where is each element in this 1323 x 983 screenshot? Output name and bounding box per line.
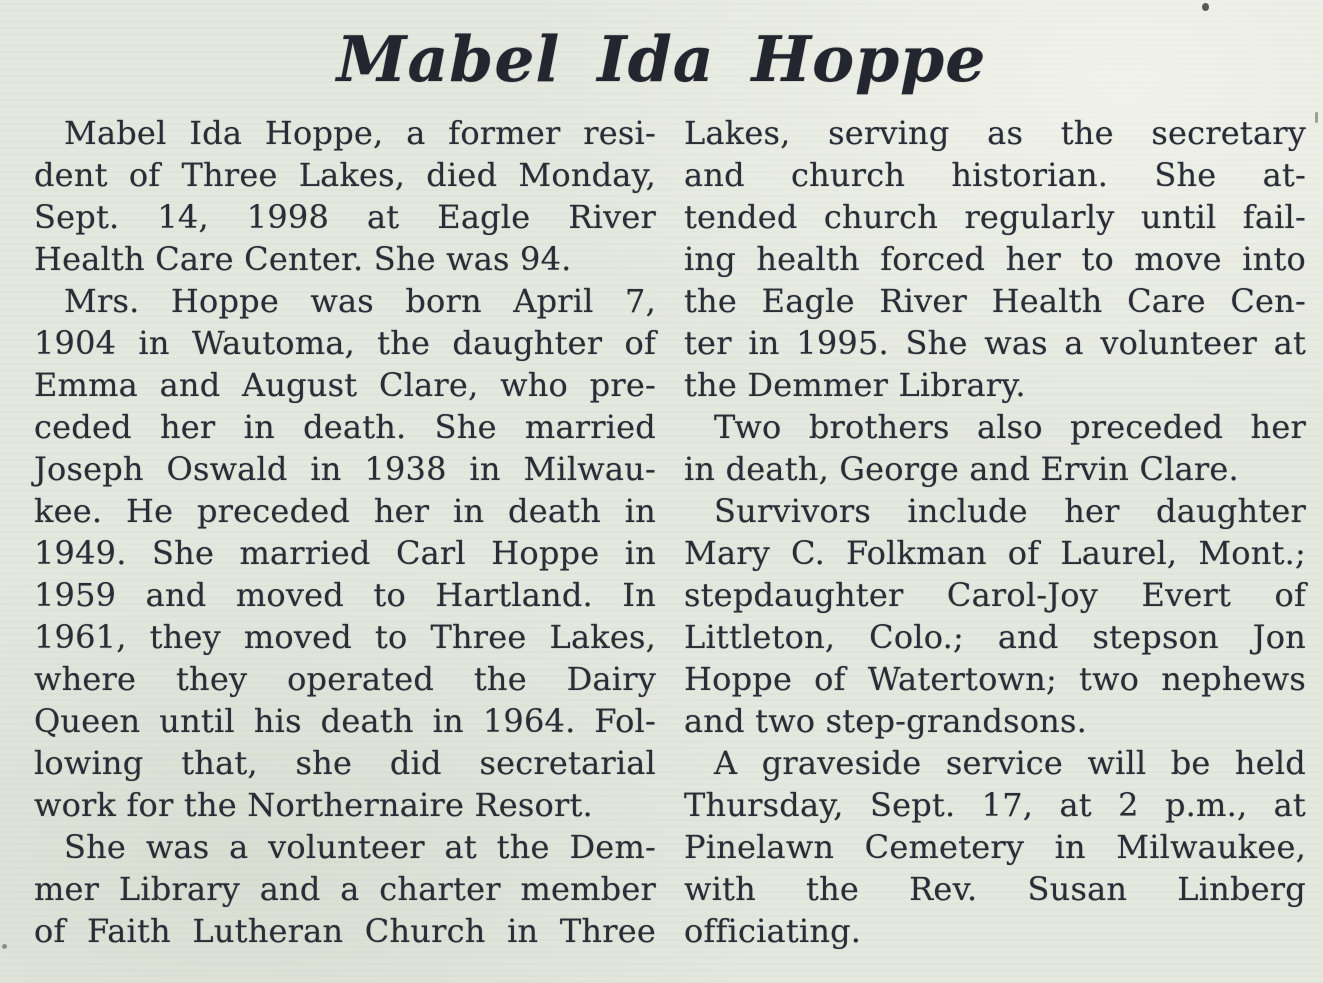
text-line: Survivors include her daughter [714, 492, 1306, 530]
text-line: Littleton, Colo.; and stepson Jon [684, 618, 1306, 656]
text-line: Health Care Center. She was 94. [34, 240, 572, 278]
text-line: Hoppe of Watertown; two nephews [684, 660, 1306, 698]
text-line: in death, George and Ervin Clare. [684, 450, 1239, 488]
text-line: stepdaughter Carol-Joy Evert of [684, 576, 1306, 614]
text-line: Joseph Oswald in 1938 in Milwau- [34, 450, 656, 488]
text-line: 1959 and moved to Hartland. In [34, 576, 656, 614]
text-line: work for the Northernaire Resort. [34, 786, 593, 824]
text-line: of Faith Lutheran Church in Three [34, 912, 656, 950]
text-line: Queen until his death in 1964. Fol- [34, 702, 656, 740]
obituary-title: Mabel Ida Hoppe [336, 22, 987, 96]
text-line: ter in 1995. She was a volunteer at [684, 324, 1306, 362]
text-line: Thursday, Sept. 17, at 2 p.m., at [684, 786, 1306, 824]
text-line: Mary C. Folkman of Laurel, Mont.; [684, 534, 1306, 572]
text-line: dent of Three Lakes, died Monday, [34, 156, 656, 194]
text-line: where they operated the Dairy [34, 660, 656, 698]
scan-speck [1315, 112, 1318, 123]
right-column [684, 112, 1306, 952]
text-line: A graveside service will be held [714, 744, 1306, 782]
text-line: Emma and August Clare, who pre- [34, 366, 656, 404]
text-line: and church historian. She at- [684, 156, 1306, 194]
text-line: and two step-grandsons. [684, 702, 1087, 740]
text-line: Sept. 14, 1998 at Eagle River [34, 198, 656, 236]
text-line: tended church regularly until fail- [684, 198, 1306, 236]
text-line: kee. He preceded her in death in [34, 492, 656, 530]
text-line: officiating. [684, 912, 862, 950]
text-line: the Demmer Library. [684, 366, 1026, 404]
text-line: ceded her in death. She married [34, 408, 656, 446]
text-line: Mabel Ida Hoppe, a former resi- [64, 114, 656, 152]
text-line: Pinelawn Cemetery in Milwaukee, [684, 828, 1306, 866]
text-line: ing health forced her to move into [684, 240, 1306, 278]
text-line: Lakes, serving as the secretary [684, 114, 1306, 152]
text-line: the Eagle River Health Care Cen- [684, 282, 1306, 320]
text-line: lowing that, she did secretarial [34, 744, 656, 782]
text-line: 1904 in Wautoma, the daughter of [34, 324, 656, 362]
text-line: Two brothers also preceded her [714, 408, 1306, 446]
obituary-columns [0, 94, 1323, 952]
text-line: mer Library and a charter member [34, 870, 656, 908]
scan-speck [1202, 3, 1209, 11]
scan-speck [2, 944, 7, 949]
text-line: Mrs. Hoppe was born April 7, [64, 282, 656, 320]
text-line: 1961, they moved to Three Lakes, [34, 618, 656, 656]
text-line: 1949. She married Carl Hoppe in [34, 534, 656, 572]
text-line: She was a volunteer at the Dem- [64, 828, 656, 866]
text-line: with the Rev. Susan Linberg [684, 870, 1306, 908]
left-column [34, 112, 656, 952]
